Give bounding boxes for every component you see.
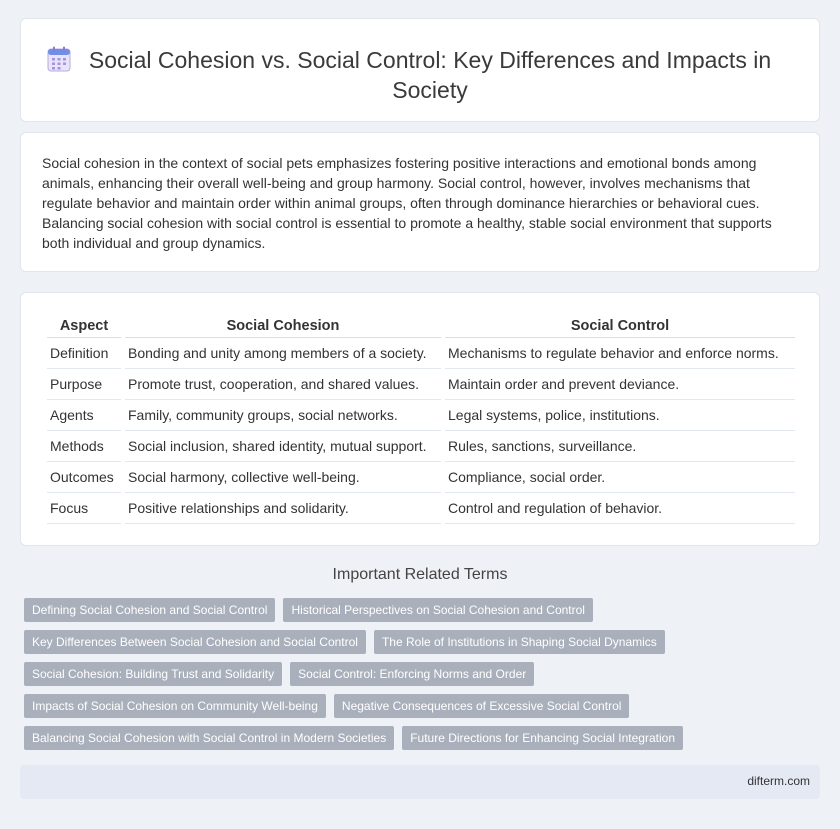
- page-title: Social Cohesion vs. Social Control: Key Differences and Impacts in Society: [88, 47, 772, 103]
- table-row: [47, 400, 795, 431]
- comparison-table-card: [20, 292, 820, 546]
- related-term-tag[interactable]: Negative Consequences of Excessive Social Control: [334, 694, 629, 718]
- cell-aspect: Outcomes: [47, 462, 121, 493]
- table-row: [47, 369, 795, 400]
- cell-social-cohesion: Promote trust, cooperation, and shared values.: [125, 369, 441, 400]
- cell-social-control: Mechanisms to regulate behavior and enforce norms.: [445, 338, 795, 369]
- related-term-tag[interactable]: Balancing Social Cohesion with Social Control in Modern Societies: [24, 726, 394, 750]
- related-term-tag[interactable]: Social Cohesion: Building Trust and Solidarity: [24, 662, 282, 686]
- comparison-table: [43, 313, 799, 524]
- related-term-tag[interactable]: Key Differences Between Social Cohesion and Social Control: [24, 630, 366, 654]
- cell-social-control: Rules, sanctions, surveillance.: [445, 431, 795, 462]
- related-term-tag[interactable]: Defining Social Cohesion and Social Control: [24, 598, 275, 622]
- related-terms-list: [24, 598, 814, 758]
- cell-aspect: Agents: [47, 400, 121, 431]
- footer: [20, 765, 820, 799]
- cell-social-control: Legal systems, police, institutions.: [445, 400, 795, 431]
- cell-aspect: Focus: [47, 493, 121, 524]
- related-term-tag[interactable]: Impacts of Social Cohesion on Community Well-being: [24, 694, 326, 718]
- cell-aspect: Definition: [47, 338, 121, 369]
- intro-paragraph: Social cohesion in the context of social pets emphasizes fostering positive interactions and emotional bonds among animals, enhancing their overall well-being and group harmony. Social control, however, involves mechanisms that regulate behavior and maintain order within animal groups, often through dominance hierarchies or behavioral cues. Balancing social cohesion with social control is essential to promote a healthy, stable social environment that supports both individual and group dynamics.: [42, 155, 772, 251]
- related-term-tag[interactable]: Future Directions for Enhancing Social Integration: [402, 726, 683, 750]
- cell-social-control: Control and regulation of behavior.: [445, 493, 795, 524]
- related-terms-heading: Important Related Terms: [332, 566, 508, 583]
- column-header-social-cohesion: Social Cohesion: [125, 313, 441, 338]
- tag-row: [24, 662, 814, 686]
- cell-aspect: Purpose: [47, 369, 121, 400]
- table-row: [47, 338, 795, 369]
- table-row: [47, 431, 795, 462]
- cell-social-control: Compliance, social order.: [445, 462, 795, 493]
- tag-row: [24, 726, 814, 750]
- tag-row: [24, 694, 814, 718]
- cell-social-cohesion: Positive relationships and solidarity.: [125, 493, 441, 524]
- table-row: [47, 462, 795, 493]
- cell-social-cohesion: Bonding and unity among members of a society.: [125, 338, 441, 369]
- table-header-row: [47, 313, 795, 338]
- related-term-tag[interactable]: Social Control: Enforcing Norms and Order: [290, 662, 534, 686]
- cell-social-cohesion: Social inclusion, shared identity, mutual support.: [125, 431, 441, 462]
- intro-card: [20, 132, 820, 272]
- column-header-social-control: Social Control: [445, 313, 795, 338]
- header-card: [20, 18, 820, 122]
- cell-aspect: Methods: [47, 431, 121, 462]
- related-term-tag[interactable]: The Role of Institutions in Shaping Social Dynamics: [374, 630, 665, 654]
- footer-site-link[interactable]: difterm.com: [747, 774, 810, 788]
- cell-social-cohesion: Family, community groups, social networks.: [125, 400, 441, 431]
- table-row: [47, 493, 795, 524]
- cell-social-control: Maintain order and prevent deviance.: [445, 369, 795, 400]
- related-term-tag[interactable]: Historical Perspectives on Social Cohesion and Control: [283, 598, 592, 622]
- cell-social-cohesion: Social harmony, collective well-being.: [125, 462, 441, 493]
- tag-row: [24, 598, 814, 622]
- column-header-aspect: Aspect: [47, 313, 121, 338]
- tag-row: [24, 630, 814, 654]
